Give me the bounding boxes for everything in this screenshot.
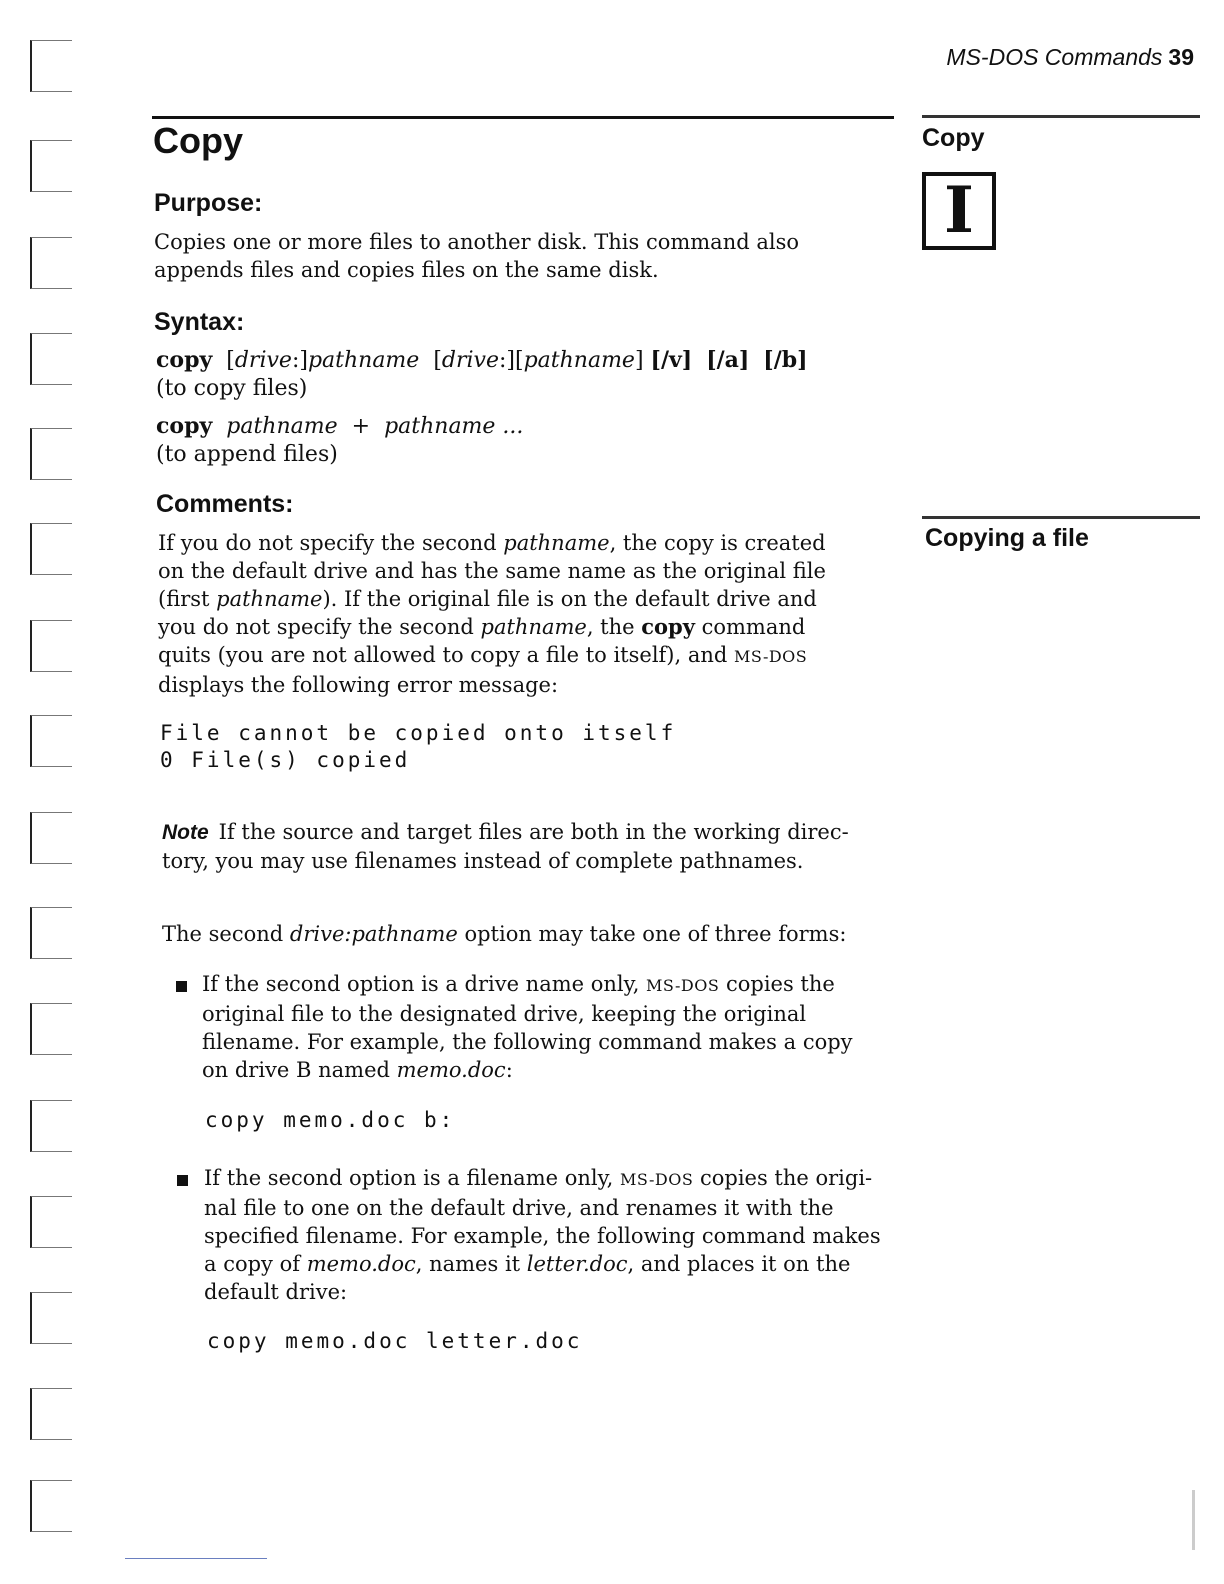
sidebar-section-title: Copy [922, 124, 985, 152]
binder-bracket [30, 333, 72, 385]
scan-margin-mark [1192, 1490, 1195, 1550]
forms-intro [162, 920, 846, 948]
code-line: File cannot be copied onto itself [160, 721, 677, 745]
text-run: If the second option is a filename only, [204, 1166, 621, 1190]
text-run: ). If the original file is on the default drive and [322, 587, 817, 611]
syntax-description: (to copy files) [156, 376, 308, 401]
bullet-item-2 [204, 1164, 881, 1306]
syntax-param: drive [441, 348, 499, 373]
example-command-1: copy memo.doc b: [205, 1108, 456, 1132]
syntax-switch: [/a] [706, 347, 750, 373]
note-label: Note [162, 821, 209, 844]
section-tab-marker: I [922, 172, 996, 250]
text-run: If the second option is a drive name only, [202, 972, 647, 996]
bracket: ] [634, 348, 644, 373]
text-run-italic: letter.doc [526, 1252, 628, 1276]
text-run-bold: copy [641, 614, 695, 639]
syntax-heading: Syntax: [154, 308, 245, 336]
binder-bracket [30, 1003, 72, 1055]
comments-paragraph [158, 529, 826, 699]
syntax-form-append [156, 412, 523, 469]
page-header [946, 44, 1194, 71]
text-run-italic: pathname [216, 587, 323, 611]
binder-bracket [30, 1388, 72, 1440]
binder-bracket [30, 428, 72, 480]
text-run: , and places it on the [627, 1252, 851, 1276]
purpose-line: Copies one or more files to another disk. This command also [154, 230, 799, 254]
binder-bracket [30, 620, 72, 672]
text-run-italic: memo.doc [306, 1252, 416, 1276]
binder-bracket [30, 1292, 72, 1344]
text-run-smallcaps: MS-DOS [646, 976, 720, 995]
binder-bracket [30, 715, 72, 767]
syntax-switch: [/v] [650, 347, 693, 373]
binder-bracket [30, 523, 72, 575]
text-run: option may take one of three forms: [457, 922, 847, 946]
syntax-param: drive [234, 348, 292, 373]
syntax-param: pathname ... [384, 414, 524, 439]
bracket: [ [433, 348, 442, 373]
page-title: Copy [153, 120, 243, 161]
syntax-param: pathname [523, 348, 635, 373]
text-run-italic: pathname [480, 615, 587, 639]
binder-bracket [30, 1196, 72, 1248]
text-run-italic: pathname [503, 531, 610, 555]
text-run: default drive: [204, 1280, 348, 1304]
syntax-switch: [/b] [763, 347, 808, 373]
syntax-command: copy [156, 347, 213, 373]
error-message-block [160, 720, 676, 774]
comments-heading: Comments: [156, 490, 294, 518]
purpose-heading: Purpose: [154, 189, 263, 217]
header-title: MS-DOS Commands [946, 44, 1163, 70]
text-run: (first [158, 587, 217, 611]
text-run: copies the [719, 972, 835, 996]
title-rule [152, 116, 894, 119]
syntax-description: (to append files) [156, 442, 338, 467]
binder-bracket [30, 1100, 72, 1152]
text-run-italic: drive:pathname [289, 922, 458, 946]
syntax-separator: :] [291, 348, 308, 373]
text-run: copies the origi- [693, 1166, 873, 1190]
text-run: quits (you are not allowed to copy a file to itself), and [158, 643, 735, 667]
text-run: If you do not specify the second [158, 531, 504, 555]
code-line: 0 File(s) copied [160, 748, 411, 772]
text-run: on the default drive and has the same name as the original file [158, 559, 826, 583]
page-number: 39 [1168, 44, 1194, 70]
text-run: displays the following error message: [158, 673, 559, 697]
binder-bracket [30, 140, 72, 192]
purpose-line: appends files and copies files on the same disk. [154, 258, 659, 282]
bullet-marker [177, 1175, 188, 1186]
text-run: , the [586, 615, 642, 639]
syntax-param: pathname [307, 348, 420, 373]
text-run: command [694, 615, 806, 639]
text-run: a copy of [204, 1252, 307, 1276]
text-run: If the source and target files are both in the working direc- [218, 820, 849, 844]
syntax-separator: :][ [499, 348, 524, 373]
syntax-command: copy [156, 413, 213, 439]
text-run: , names it [415, 1252, 527, 1276]
syntax-form-copy [156, 346, 808, 403]
binder-margin [30, 0, 80, 1584]
purpose-text [154, 228, 799, 284]
note-block [162, 818, 849, 875]
text-run: , the copy is created [609, 531, 826, 555]
sidebar-rule [922, 115, 1200, 118]
bracket: [ [226, 348, 235, 373]
binder-bracket [30, 40, 72, 92]
sidebar-rule-2 [922, 516, 1200, 519]
text-run: original file to the designated drive, keeping the original [202, 1002, 807, 1026]
text-run: : [505, 1058, 513, 1082]
text-run: filename. For example, the following command makes a copy [202, 1030, 853, 1054]
bullet-marker [176, 981, 187, 992]
text-run: specified filename. For example, the following command makes [204, 1224, 881, 1248]
text-run: you do not specify the second [158, 615, 481, 639]
bullet-item-1 [202, 970, 853, 1084]
syntax-plus: + [351, 414, 371, 439]
text-run: The second [162, 922, 290, 946]
syntax-param: pathname [226, 414, 338, 439]
binder-bracket [30, 1480, 72, 1532]
footer-rule [125, 1558, 267, 1559]
example-command-2: copy memo.doc letter.doc [207, 1329, 583, 1353]
sidebar-subsection-title: Copying a file [925, 524, 1089, 552]
text-run: tory, you may use filenames instead of complete pathnames. [162, 849, 804, 873]
text-run-smallcaps: MS-DOS [734, 647, 808, 666]
text-run-smallcaps: MS-DOS [620, 1170, 694, 1189]
binder-bracket [30, 907, 72, 959]
binder-bracket [30, 237, 72, 289]
text-run: on drive B named [202, 1058, 397, 1082]
binder-bracket [30, 812, 72, 864]
text-run-italic: memo.doc [396, 1058, 506, 1082]
text-run: nal file to one on the default drive, and renames it with the [204, 1196, 834, 1220]
